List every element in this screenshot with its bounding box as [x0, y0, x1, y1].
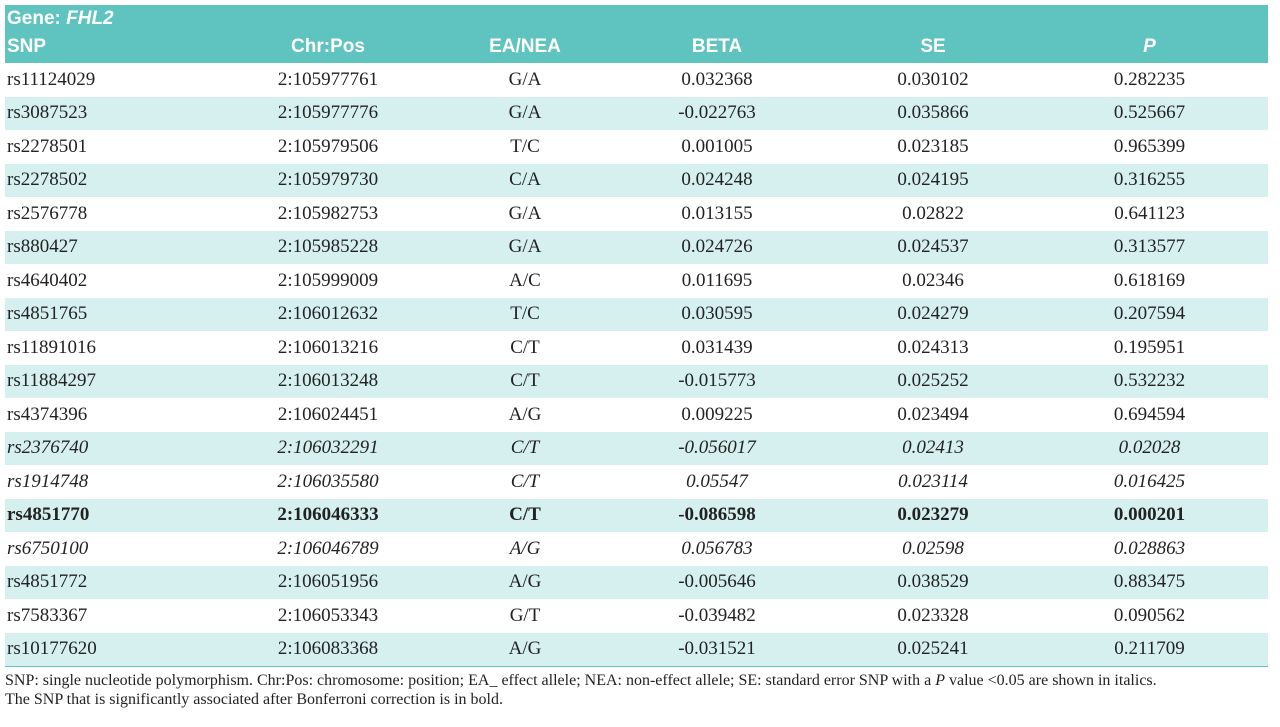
cell-se: 0.023328 — [897, 604, 969, 626]
cell-chrpos: 2:106083368 — [205, 633, 451, 667]
gene-label: Gene: — [7, 8, 67, 29]
cell-ea-nea: A/G — [451, 566, 599, 600]
col-header-snp: SNP — [5, 30, 205, 63]
cell-ea-nea: T/C — [451, 298, 599, 332]
cell-se: 0.035866 — [835, 97, 1031, 131]
cell-beta: 0.011695 — [681, 269, 753, 291]
table-row — [5, 633, 1268, 667]
cell-p: 0.532232 — [1031, 365, 1268, 399]
cell-beta: 0.001005 — [681, 135, 753, 157]
cell-p: 0.316255 — [1031, 164, 1268, 198]
cell-p: 0.000201 — [1031, 499, 1268, 533]
table-row — [5, 264, 1268, 298]
cell-se: 0.023494 — [897, 403, 969, 425]
cell-chrpos: 2:105979506 — [277, 135, 379, 157]
cell-snp: rs11124029 — [7, 68, 96, 90]
cell-snp: rs4851765 — [5, 298, 205, 332]
cell-snp: rs4374396 — [7, 403, 88, 425]
cell-beta: -0.039482 — [678, 604, 756, 626]
footnote-text: SNP: single nucleotide polymorphism. Chr:Pos: chromosome: position; EA_ effect allele; NEA: non-effect allele; SE: standard error SNP with a — [5, 672, 936, 689]
footnote-line-2: The SNP that is significantly associated after Bonferroni correction is in bold. — [5, 691, 503, 708]
cell-snp: rs2278501 — [7, 135, 88, 157]
cell-chrpos: 2:106046789 — [277, 537, 379, 559]
table-row — [5, 465, 1268, 499]
col-header-chrpos: Chr:Pos — [205, 30, 451, 63]
cell-se: 0.023185 — [897, 135, 969, 157]
cell-chrpos: 2:106051956 — [205, 566, 451, 600]
cell-ea-nea: C/T — [451, 365, 599, 399]
cell-chrpos: 2:106053343 — [277, 604, 379, 626]
cell-p: 0.016425 — [1113, 470, 1186, 492]
cell-se: 0.024313 — [897, 336, 969, 358]
snp-table — [5, 30, 1268, 667]
table-row — [5, 432, 1268, 466]
cell-p: 0.02028 — [1031, 432, 1268, 466]
col-header-beta: BETA — [599, 30, 835, 63]
cell-p: 0.195951 — [1113, 336, 1186, 358]
cell-snp: rs4640402 — [7, 269, 88, 291]
cell-p: 0.028863 — [1113, 537, 1186, 559]
cell-ea-nea: G/A — [451, 231, 599, 265]
cell-p: 0.883475 — [1031, 566, 1268, 600]
table-header-row — [5, 30, 1268, 63]
cell-p: 0.965399 — [1113, 135, 1186, 157]
cell-ea-nea: C/T — [451, 499, 599, 533]
cell-beta: 0.056783 — [681, 537, 753, 559]
cell-se: 0.02413 — [835, 432, 1031, 466]
cell-snp: rs4851770 — [5, 499, 205, 533]
cell-chrpos: 2:106035580 — [277, 470, 379, 492]
cell-chrpos: 2:106032291 — [205, 432, 451, 466]
results-table-container — [5, 5, 1268, 709]
cell-snp: rs6750100 — [7, 537, 89, 559]
table-row — [5, 164, 1268, 198]
cell-ea-nea: C/A — [451, 164, 599, 198]
cell-snp: rs11884297 — [5, 365, 205, 399]
cell-se: 0.030102 — [897, 68, 969, 90]
cell-snp: rs7583367 — [7, 604, 88, 626]
cell-snp: rs11891016 — [7, 336, 97, 358]
cell-chrpos: 2:105977761 — [277, 68, 379, 90]
table-row — [5, 599, 1268, 633]
cell-beta: -0.005646 — [599, 566, 835, 600]
cell-p: 0.282235 — [1113, 68, 1186, 90]
cell-p: 0.641123 — [1114, 202, 1185, 224]
cell-snp: rs3087523 — [5, 97, 205, 131]
cell-se: 0.02346 — [902, 269, 964, 291]
cell-se: 0.025241 — [835, 633, 1031, 667]
cell-chrpos: 2:105982753 — [277, 202, 379, 224]
cell-chrpos: 2:106012632 — [205, 298, 451, 332]
cell-ea-nea: C/T — [510, 470, 540, 492]
cell-chrpos: 2:105985228 — [205, 231, 451, 265]
cell-beta: -0.015773 — [599, 365, 835, 399]
cell-ea-nea: T/C — [510, 135, 540, 157]
table-row — [5, 97, 1268, 131]
footnote-text-end: value <0.05 are shown in italics. — [945, 672, 1157, 689]
table-row — [5, 331, 1268, 365]
table-row — [5, 298, 1268, 332]
cell-ea-nea: G/T — [509, 604, 541, 626]
cell-snp: rs1914748 — [7, 470, 89, 492]
col-header-p: P — [1031, 30, 1268, 63]
cell-ea-nea: C/T — [510, 336, 540, 358]
footnote-p-symbol: P — [935, 672, 945, 689]
cell-se: 0.038529 — [835, 566, 1031, 600]
cell-chrpos: 2:106046333 — [205, 499, 451, 533]
table-row — [5, 398, 1268, 432]
table-row — [5, 63, 1268, 97]
table-footnote — [5, 671, 1268, 709]
cell-beta: -0.086598 — [599, 499, 835, 533]
table-row — [5, 365, 1268, 399]
cell-snp: rs880427 — [5, 231, 205, 265]
table-row — [5, 532, 1268, 566]
footnote-line-1 — [5, 671, 1268, 690]
cell-p: 0.618169 — [1113, 269, 1186, 291]
cell-beta: 0.030595 — [599, 298, 835, 332]
table-row — [5, 566, 1268, 600]
cell-snp: rs2376740 — [5, 432, 205, 466]
cell-se: 0.02598 — [902, 537, 964, 559]
col-header-se: SE — [835, 30, 1031, 63]
cell-chrpos: 2:106024451 — [277, 403, 379, 425]
cell-se: 0.025252 — [835, 365, 1031, 399]
cell-beta: 0.013155 — [681, 202, 753, 224]
cell-se: 0.024537 — [835, 231, 1031, 265]
cell-beta: 0.009225 — [681, 403, 753, 425]
cell-ea-nea: G/A — [508, 202, 542, 224]
cell-beta: -0.031521 — [599, 633, 835, 667]
cell-p: 0.090562 — [1113, 604, 1186, 626]
gene-name: FHL2 — [66, 8, 114, 29]
table-row — [5, 130, 1268, 164]
cell-p: 0.525667 — [1031, 97, 1268, 131]
cell-ea-nea: A/C — [509, 269, 541, 291]
cell-beta: 0.05547 — [686, 470, 748, 492]
cell-beta: 0.024726 — [599, 231, 835, 265]
cell-se: 0.023279 — [835, 499, 1031, 533]
cell-se: 0.02822 — [902, 202, 964, 224]
cell-snp: rs2576778 — [7, 202, 88, 224]
cell-chrpos: 2:106013248 — [205, 365, 451, 399]
cell-snp: rs4851772 — [5, 566, 205, 600]
cell-se: 0.024279 — [835, 298, 1031, 332]
cell-p: 0.694594 — [1113, 403, 1186, 425]
cell-ea-nea: G/A — [508, 68, 542, 90]
cell-p: 0.207594 — [1031, 298, 1268, 332]
cell-ea-nea: G/A — [451, 97, 599, 131]
table-body — [5, 63, 1268, 667]
cell-se: 0.024195 — [835, 164, 1031, 198]
cell-ea-nea: A/G — [509, 537, 541, 559]
cell-beta: 0.031439 — [681, 336, 753, 358]
cell-snp: rs2278502 — [5, 164, 205, 198]
cell-ea-nea: A/G — [508, 403, 542, 425]
cell-p: 0.313577 — [1031, 231, 1268, 265]
cell-beta: -0.022763 — [599, 97, 835, 131]
col-header-ea-nea: EA/NEA — [451, 30, 599, 63]
cell-ea-nea: C/T — [451, 432, 599, 466]
cell-p: 0.211709 — [1031, 633, 1268, 667]
cell-ea-nea: A/G — [451, 633, 599, 667]
cell-snp: rs10177620 — [5, 633, 205, 667]
cell-beta: 0.024248 — [599, 164, 835, 198]
table-row — [5, 499, 1268, 533]
cell-chrpos: 2:105977776 — [205, 97, 451, 131]
gene-header — [5, 5, 1268, 30]
cell-beta: -0.056017 — [599, 432, 835, 466]
table-row — [5, 197, 1268, 231]
cell-beta: 0.032368 — [681, 68, 753, 90]
table-row — [5, 231, 1268, 265]
cell-chrpos: 2:106013216 — [277, 336, 379, 358]
cell-chrpos: 2:105999009 — [277, 269, 379, 291]
cell-se: 0.023114 — [898, 470, 968, 492]
cell-chrpos: 2:105979730 — [205, 164, 451, 198]
